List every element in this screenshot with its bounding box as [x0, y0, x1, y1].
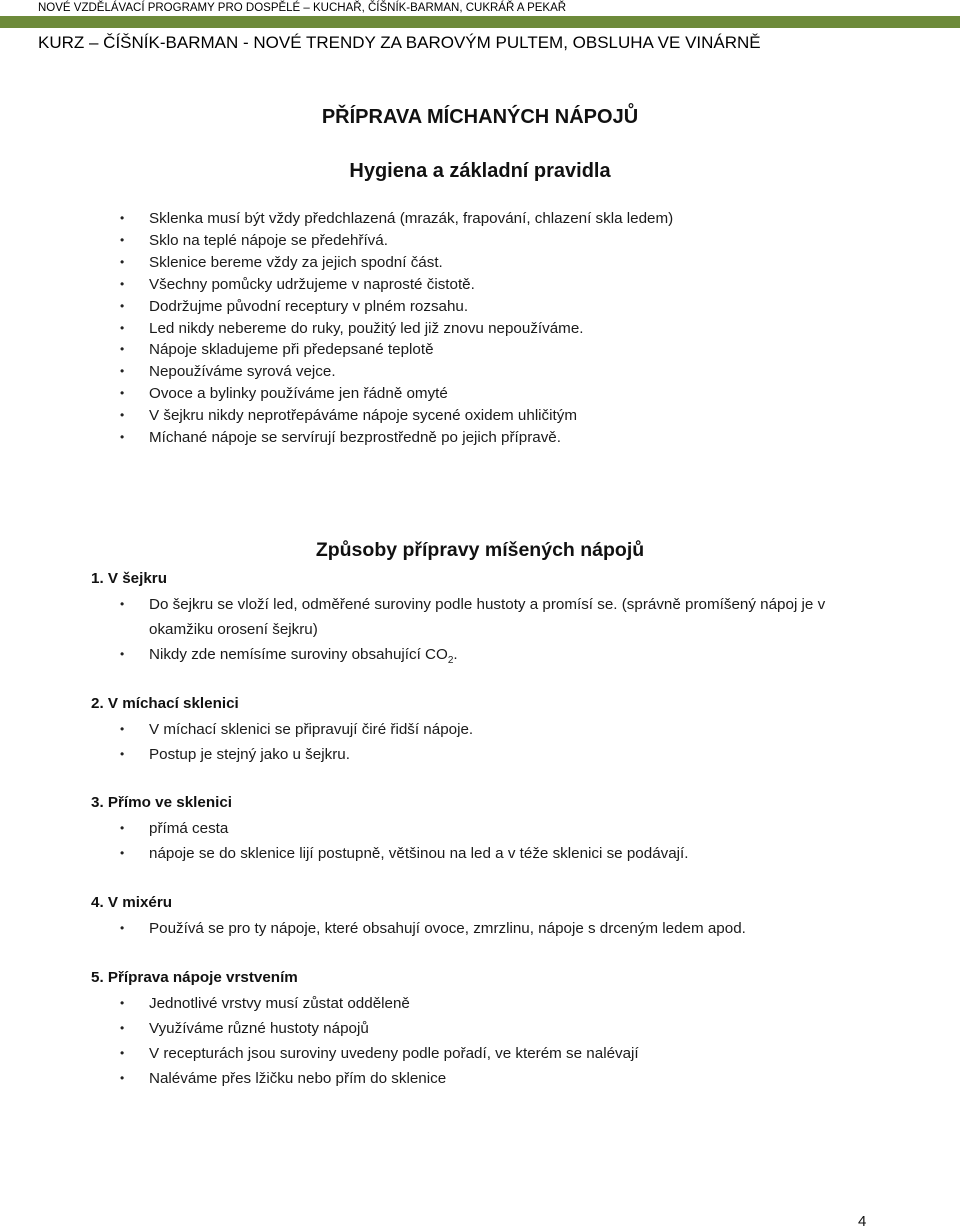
page-title: PŘÍPRAVA MÍCHANÝCH NÁPOJŮ	[321, 106, 639, 128]
list-item: • Nepoužíváme syrová vejce.	[120, 361, 673, 383]
subscript: 2	[447, 655, 454, 667]
section-1-title: 1. V šejkru	[91, 570, 167, 587]
program-header: NOVÉ VZDĚLÁVACÍ PROGRAMY PRO DOSPĚLÉ – KUCHAŘ, ČÍŠNÍK-BARMAN, CUKRÁŘ A PEKAŘ	[38, 2, 567, 14]
section-3-list	[120, 816, 880, 866]
list-item-text: Nikdy zde nemísíme suroviny obsahující CO	[149, 646, 448, 663]
list-item: • Sklenice bereme vždy za jejich spodní část.	[120, 252, 673, 274]
section-1-list	[120, 592, 880, 673]
list-item: • Jednotlivé vrstvy musí zůstat odděleně	[120, 991, 880, 1016]
list-item-line: Do šejkru se vloží led, odměřené suroviny podle hustoty a promísí se. (správně promíšený nápoj je v	[149, 596, 826, 613]
list-item: • Naléváme přes lžičku nebo přím do sklenice	[120, 1066, 880, 1091]
list-item-line: okamžiku orosení šejkru)	[149, 621, 318, 638]
list-item: • V šejkru nikdy neprotřepáváme nápoje sycené oxidem uhličitým	[120, 405, 673, 427]
page-number: 4	[858, 1213, 867, 1230]
list-item	[120, 592, 880, 642]
hygiene-list	[120, 208, 673, 449]
list-item: • Všechny pomůcky udržujeme v naprosté čistotě.	[120, 274, 673, 296]
list-item: • Využíváme různé hustoty nápojů	[120, 1016, 880, 1041]
list-item: • V míchací sklenici se připravují čiré řidší nápoje.	[120, 717, 880, 742]
section-5-title: 5. Příprava nápoje vrstvením	[91, 969, 298, 986]
list-item: • Míchané nápoje se servírují bezprostředně po jejich přípravě.	[120, 427, 673, 449]
header-bar	[0, 16, 960, 28]
section-2-list	[120, 717, 880, 767]
section-4-title: 4. V mixéru	[91, 894, 173, 911]
list-item: • V recepturách jsou suroviny uvedeny podle pořadí, ve kterém se nalévají	[120, 1041, 880, 1066]
section-3-title: 3. Přímo ve sklenici	[91, 794, 232, 811]
methods-heading: Způsoby přípravy míšených nápojů	[315, 539, 645, 561]
list-item-end: .	[453, 646, 458, 663]
list-item: • Ovoce a bylinky používáme jen řádně omyté	[120, 383, 673, 405]
section-2-title: 2. V míchací sklenici	[91, 695, 239, 712]
list-item: • Sklenka musí být vždy předchlazená (mrazák, frapování, chlazení skla ledem)	[120, 208, 673, 230]
list-item: • Dodržujme původní receptury v plném rozsahu.	[120, 296, 673, 318]
section-4-list	[120, 916, 880, 941]
list-item: • Sklo na teplé nápoje se předehřívá.	[120, 230, 673, 252]
section-5-list	[120, 991, 880, 1091]
hygiene-heading: Hygiena a základní pravidla	[349, 160, 611, 182]
list-item: • přímá cesta	[120, 816, 880, 841]
list-item: • Postup je stejný jako u šejkru.	[120, 742, 880, 767]
course-header: KURZ – ČÍŠNÍK-BARMAN - NOVÉ TRENDY ZA BAROVÝM PULTEM, OBSLUHA VE VINÁRNĚ	[38, 33, 761, 52]
list-item: • Používá se pro ty nápoje, které obsahují ovoce, zmrzlinu, nápoje s drceným ledem apod.	[120, 916, 880, 941]
list-item: • nápoje se do sklenice lijí postupně, většinou na led a v téže sklenici se podávají.	[120, 841, 880, 866]
list-item	[120, 642, 880, 673]
list-item: • Nápoje skladujeme při předepsané teplotě	[120, 339, 673, 361]
list-item: • Led nikdy nebereme do ruky, použitý led již znovu nepoužíváme.	[120, 318, 673, 340]
